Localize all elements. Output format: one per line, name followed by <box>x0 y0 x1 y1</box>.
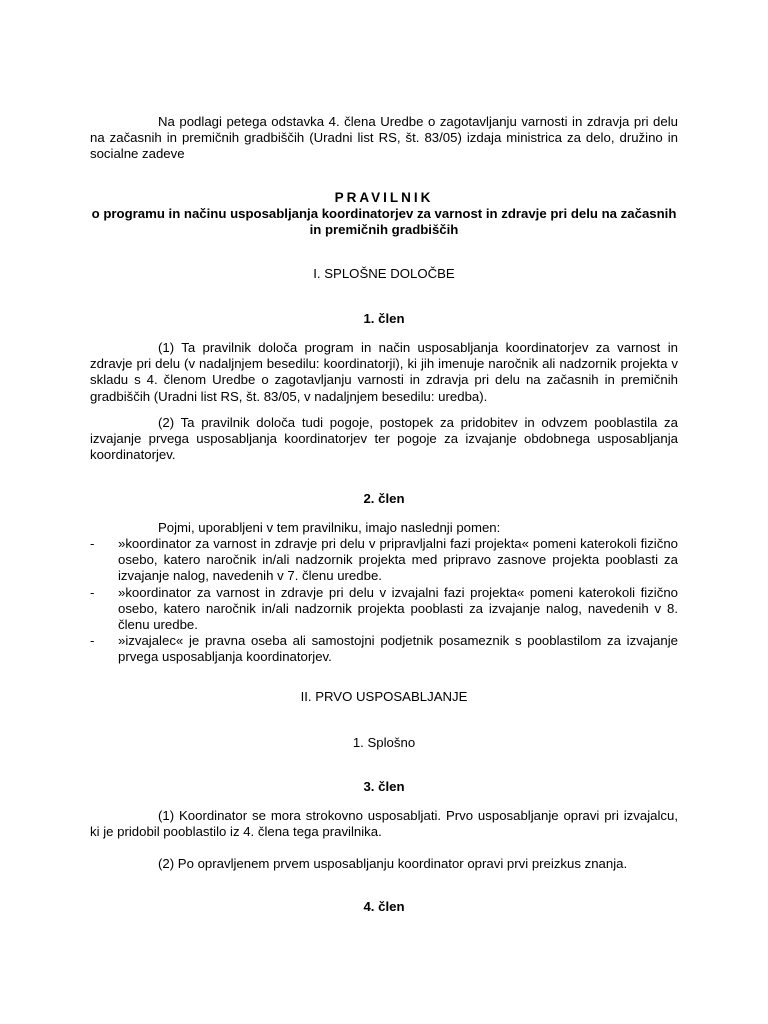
document-subtitle: o programu in načinu usposabljanja koordinatorjev za varnost in zdravje pri delu na začasnih in premičnih gradbiščih <box>91 206 677 238</box>
definition-text: »koordinator za varnost in zdravje pri delu v izvajalni fazi projekta« pomeni katerokoli fizično osebo, katero naročnik in/ali nadzornik projekta pooblasti za izvajanje nalog, navedenih v 8. členu uredbe. <box>118 584 678 633</box>
document-title: PRAVILNIK <box>334 190 434 205</box>
definition-text: »izvajalec« je pravna oseba ali samostojni podjetnik posameznik s pooblastilom za izvajanje prvega usposabljanja koordinatorjev. <box>118 633 678 665</box>
article-2-lead: Pojmi, uporabljeni v tem pravilniku, imajo naslednji pomen: <box>158 520 501 535</box>
article-4-heading: 4. člen <box>363 899 405 914</box>
definition-item <box>90 633 678 665</box>
article-3-heading: 3. člen <box>363 779 405 794</box>
article-3-paragraph-1: (1) Koordinator se mora strokovno usposabljati. Prvo usposabljanje opravi pri izvajalcu, ki je pridobil pooblastilo iz 4. člena tega pravilnika. <box>90 808 678 840</box>
article-3-paragraph-2: (2) Po opravljenem prvem usposabljanju koordinator opravi prvi preizkus znanja. <box>158 856 628 871</box>
dash-marker: - <box>90 536 95 551</box>
intro-paragraph: Na podlagi petega odstavka 4. člena Uredbe o zagotavljanju varnosti in zdravja pri delu na začasnih in premičnih gradbiščih (Uradni list RS, št. 83/05) izdaja ministrica za delo, družino in socialne zadeve <box>90 114 678 162</box>
dash-marker: - <box>90 584 95 600</box>
article-1-paragraph-2: (2) Ta pravilnik določa tudi pogoje, postopek za pridobitev in odvzem pooblastila za izvajanje prvega usposabljanja koordinatorjev ter pogoje za izvajanje obdobnega usposabljanja koordinatorjev. <box>90 415 678 463</box>
dash-marker: - <box>90 633 95 649</box>
definition-text: »koordinator za varnost in zdravje pri delu v pripravljalni fazi projekta« pomeni katerokoli fizično osebo, katero naročnik in/ali nadzornik projekta med pripravo zasnove projekta pooblasti za izvajanje nalog, navedenih v 7. členu uredbe. <box>118 536 678 584</box>
article-1-heading: 1. člen <box>363 311 405 326</box>
chapter-heading-2: II. PRVO USPOSABLJANJE <box>300 689 468 704</box>
article-2-heading: 2. člen <box>363 491 405 506</box>
article-1-paragraph-1: (1) Ta pravilnik določa program in način usposabljanja koordinatorjev za varnost in zdravje pri delu (v nadaljnjem besedilu: koordinatorji), ki jih imenuje naročnik ali nadzornik projekta v skladu s 4. členom Uredbe o zagotavljanju varnosti in zdravja pri delu na začasnih in premičnih gradbiščih (Uradni list RS, št. 83/05, v nadaljnjem besedilu: uredba). <box>90 340 678 404</box>
definitions-list <box>90 536 678 666</box>
section-heading-1: 1. Splošno <box>352 735 416 750</box>
chapter-heading-1: I. SPLOŠNE DOLOČBE <box>313 266 455 281</box>
definition-item <box>90 585 678 634</box>
definition-item <box>90 536 678 585</box>
